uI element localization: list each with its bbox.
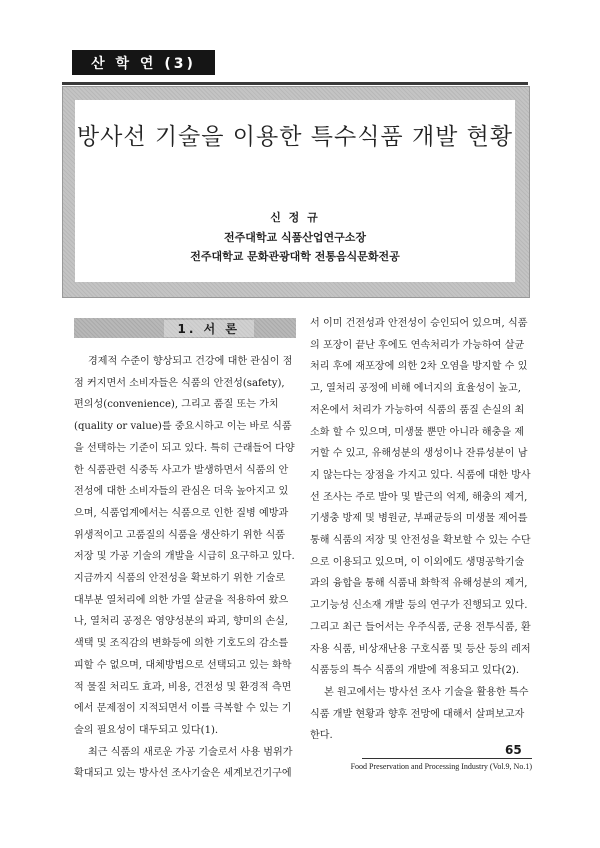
body-paragraph: 서 이미 건전성과 안전성이 승인되어 있으며, 식품의 포장이 끝난 후에도 연속처리가 가능하여 살균처리 후에 재포장에 의한 2차 오염을 방지할 수 있고, 열처리 공정에 비해 에너지의 효율성이 높고, 저온에서 처리가 가능하여 식품의 품질 손실의 최소화 할 수 있으며, 미생물 뿐만 아니라 해충을 제거할 수 있고, 유해성분의 생성이나 잔류성분이 남지 않는다는 장점을 가지고 있다. 식품에 대한 방사선 조사는 주로 발아 및 발근의 억제, 해충의 제거, 기생충 방제 및 병원균, 부패균등의 미생물 제어를 통해 식품의 저장 및 안전성을 확보할 수 있는 수단으로 이용되고 있으며, 이 이외에도 생명공학기술과의 융합을 통해 식품내 화학적 유해성분의 제거, 고기능성 신소재 개발 등의 연구가 진행되고 있다. 그리고 최근 들어서는 우주식품, 군용 전투식품, 환자용 식품, 비상재난용 구호식품 및 등산 등의 레저 식품등의 특수 식품의 개발에 적용되고 있다(2).: [310, 318, 531, 677]
section-heading: 1. 서 론: [164, 320, 254, 337]
footer-rule: [362, 758, 532, 759]
author-affiliation-1: 전주대학교 식품산업연구소장: [224, 231, 366, 244]
page-number: 65: [505, 743, 522, 757]
body-paragraph: 본 원고에서는 방사선 조사 기술을 활용한 특수식품 개발 현황과 향후 전망에 대해서 살펴보고자 한다.: [310, 686, 529, 742]
author-affiliation-2: 전주대학교 문화관광대학 전통음식문화전공: [190, 250, 400, 263]
section-heading-bar: [74, 318, 296, 338]
author-name: 신 정 규: [270, 211, 320, 224]
journal-citation: Food Preservation and Processing Industry (Vol.9, No.1): [350, 762, 532, 771]
body-paragraph: 최근 식품의 새로운 가공 기술로서 사용 범위가 확대되고 있는 방사선 조사기술은 세계보건기구에: [74, 746, 293, 780]
header-rule: [62, 82, 528, 85]
article-title: 방사선 기술을 이용한 특수식품 개발 현황: [76, 124, 514, 150]
body-paragraph: 경제적 수준이 향상되고 건강에 대한 관심이 점점 커지면서 소비자들은 식품의 안전성(safety), 편의성(convenience), 그리고 품질 또는 가치(quality or value)를 중요시하고 이는 바로 식품을 선택하는 기준이 되고 있다. 특히 근래들어 다양한 식품관련 식중독 사고가 발생하면서 식품의 안전성에 대한 소비자들의 관심은 더욱 높아지고 있으며, 식품업계에서는 식품으로 인한 질병 예방과 위생적이고 고품질의 식품을 생산하기 위한 식품 저장 및 가공 기술의 개발을 시급히 요구하고 있다. 지금까지 식품의 안전성을 확보하기 위한 기술로 대부분 열처리에 의한 가열 살균을 적용하여 왔으나, 열처리 공정은 영양성분의 파괴, 향미의 손실, 색택 및 조직감의 변화등에 의한 기호도의 감소를 피할 수 없으며, 대체방법으로 선택되고 있는 화학적 물질 처리도 효과, 비용, 건전성 및 환경적 측면에서 문제점이 지적되면서 이를 극복할 수 있는 기술의 필요성이 대두되고 있다(1).: [74, 356, 295, 736]
left-column: [74, 351, 296, 785]
series-label: 산 학 연 (3): [72, 50, 215, 75]
right-column: [310, 313, 532, 747]
